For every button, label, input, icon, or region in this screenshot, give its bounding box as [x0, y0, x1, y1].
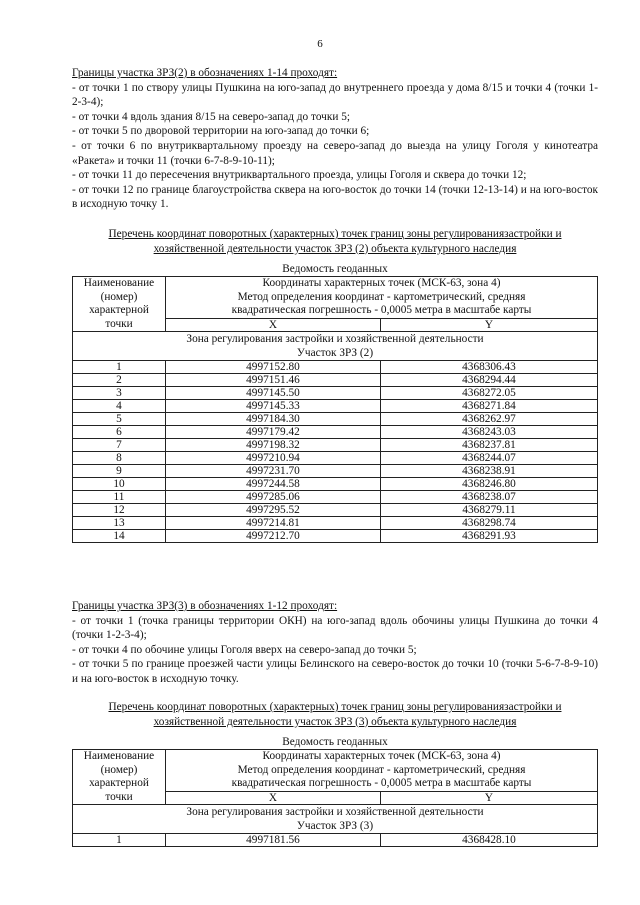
table-row [73, 361, 598, 374]
x-coordinate-cell: 4997198.32 [166, 439, 381, 452]
zone-row [73, 805, 598, 834]
x-coordinate-cell: 4997184.30 [166, 413, 381, 426]
point-number-cell: 3 [73, 387, 166, 400]
section-2-heading: Границы участка ЗРЗ(3) в обозначениях 1-12 проходят: [72, 600, 338, 612]
table-row [73, 426, 598, 439]
geodata-table-1 [72, 276, 598, 543]
point-number-cell: 12 [73, 504, 166, 517]
point-number-cell: 8 [73, 452, 166, 465]
section-2 [72, 599, 598, 687]
caption-line: Перечень координат поворотных (характерных) точек границ зоны регулированиязастройки и [108, 228, 562, 240]
section-1-item: - от точки 6 по внутриквартальному проезду на северо-запад до выезда на улицу Гоголя у кинотеатра «Ракета» и точки 11 (точки 6-7-8-9-10-11); [72, 139, 598, 167]
point-number-cell: 11 [73, 491, 166, 504]
zone-subtitle: Участок ЗРЗ (3) [296, 820, 374, 832]
y-coordinate-cell: 4368291.93 [381, 530, 598, 543]
point-number-cell: 1 [73, 834, 166, 847]
table-1-title: Ведомость геоданных [282, 263, 388, 275]
section-1-item: - от точки 4 вдоль здания 8/15 на северо-запад до точки 5; [72, 110, 350, 123]
table-row [73, 834, 598, 847]
point-number-cell: 2 [73, 374, 166, 387]
y-coordinate-cell: 4368298.74 [381, 517, 598, 530]
table-row [73, 374, 598, 387]
page-number: 6 [317, 38, 323, 50]
x-coordinate-cell: 4997151.46 [166, 374, 381, 387]
x-coordinate-cell: 4997145.33 [166, 400, 381, 413]
y-coordinate-cell: 4368294.44 [381, 374, 598, 387]
point-number-cell: 4 [73, 400, 166, 413]
table-row [73, 491, 598, 504]
point-number-cell: 6 [73, 426, 166, 439]
y-coordinate-cell: 4368246.80 [381, 478, 598, 491]
point-number-cell: 1 [73, 361, 166, 374]
y-coordinate-cell: 4368279.11 [381, 504, 598, 517]
table-header-row [73, 750, 598, 792]
y-coordinate-cell: 4368428.10 [381, 834, 598, 847]
coordinates-header: Координаты характерных точек (МСК-63, зона 4) Метод определения координат - картометрический, средняя квадратическая погрешность - 0,0005 метра в масштабе карты [166, 750, 598, 792]
table-row [73, 387, 598, 400]
x-coordinate-cell: 4997231.70 [166, 465, 381, 478]
y-coordinate-cell: 4368238.07 [381, 491, 598, 504]
section-2-item: - от точки 1 (точка границы территории ОКН) на юго-запад вдоль обочины улицы Пушкина до точки 4 (точки 1-2-3-4); [72, 614, 598, 642]
y-coordinate-cell: 4368238.91 [381, 465, 598, 478]
y-coordinate-cell: 4368243.03 [381, 426, 598, 439]
table-row [73, 439, 598, 452]
zone-title: Зона регулирования застройки и хозяйственной деятельности [186, 333, 484, 345]
table-2-caption [60, 700, 610, 729]
caption-line: хозяйственной деятельности участок ЗРЗ (3) объекта культурного наследия [153, 715, 517, 728]
section-2-item: - от точки 5 по границе проезжей части улицы Белинского на северо-восток до точки 10 (точки 5-6-7-8-9-10) и на юго-восток в исходную точку. [72, 658, 598, 685]
zone-subtitle: Участок ЗРЗ (2) [296, 347, 374, 359]
section-2-item: - от точки 4 по обочине улицы Гоголя вверх на северо-запад до точки 5; [72, 643, 417, 656]
caption-line: Перечень координат поворотных (характерных) точек границ зоны регулированиязастройки и [108, 701, 562, 713]
zone-title: Зона регулирования застройки и хозяйственной деятельности [186, 806, 484, 818]
caption-line: хозяйственной деятельности участок ЗРЗ (2) объекта культурного наследия [153, 242, 517, 255]
table-row [73, 413, 598, 426]
x-column-header: X [166, 791, 381, 804]
point-number-cell: 7 [73, 439, 166, 452]
table-header-row [73, 277, 598, 319]
x-column-header: X [166, 318, 381, 331]
x-coordinate-cell: 4997152.80 [166, 361, 381, 374]
point-number-cell: 14 [73, 530, 166, 543]
table-row [73, 517, 598, 530]
section-1-item: - от точки 5 по дворовой территории на юго-запад до точки 6; [72, 125, 370, 138]
table-row [73, 478, 598, 491]
x-coordinate-cell: 4997181.56 [166, 834, 381, 847]
x-coordinate-cell: 4997179.42 [166, 426, 381, 439]
section-1-item: - от точки 12 по границе благоустройства сквера на юго-восток до точки 14 (точки 12-13-14) и на юго-восток в исходную точку 1. [72, 183, 598, 211]
x-coordinate-cell: 4997244.58 [166, 478, 381, 491]
y-column-header: Y [381, 791, 598, 804]
x-coordinate-cell: 4997214.81 [166, 517, 381, 530]
y-column-header: Y [381, 318, 598, 331]
point-number-cell: 10 [73, 478, 166, 491]
y-coordinate-cell: 4368244.07 [381, 452, 598, 465]
y-coordinate-cell: 4368271.84 [381, 400, 598, 413]
section-1-item: - от точки 1 по створу улицы Пушкина на юго-запад до внутреннего проезда у дома 8/15 и точки 4 (точки 1-2-3-4); [72, 81, 598, 109]
coordinates-header: Координаты характерных точек (МСК-63, зона 4) Метод определения координат - картометрический, средняя квадратическая погрешность - 0,0005 метра в масштабе карты [166, 277, 598, 319]
y-coordinate-cell: 4368262.97 [381, 413, 598, 426]
point-number-cell: 5 [73, 413, 166, 426]
point-number-cell: 13 [73, 517, 166, 530]
y-coordinate-cell: 4368237.81 [381, 439, 598, 452]
x-coordinate-cell: 4997145.50 [166, 387, 381, 400]
name-column-header: Наименование (номер) характерной точки [73, 277, 166, 332]
table-row [73, 504, 598, 517]
section-1-item: - от точки 11 до пересечения внутриквартального проезда, улицы Гоголя и сквера до точки 12; [72, 169, 527, 182]
x-coordinate-cell: 4997210.94 [166, 452, 381, 465]
section-1 [72, 66, 598, 212]
x-coordinate-cell: 4997212.70 [166, 530, 381, 543]
table-row [73, 465, 598, 478]
table-row [73, 400, 598, 413]
section-1-heading: Границы участка ЗРЗ(2) в обозначениях 1-14 проходят: [72, 67, 338, 79]
table-row [73, 530, 598, 543]
geodata-table-2 [72, 749, 598, 847]
table-row [73, 452, 598, 465]
point-number-cell: 9 [73, 465, 166, 478]
x-coordinate-cell: 4997285.06 [166, 491, 381, 504]
name-column-header: Наименование (номер) характерной точки [73, 750, 166, 805]
zone-row [73, 332, 598, 361]
y-coordinate-cell: 4368272.05 [381, 387, 598, 400]
table-1-caption [60, 227, 610, 256]
x-coordinate-cell: 4997295.52 [166, 504, 381, 517]
table-2-title: Ведомость геоданных [282, 736, 388, 748]
y-coordinate-cell: 4368306.43 [381, 361, 598, 374]
